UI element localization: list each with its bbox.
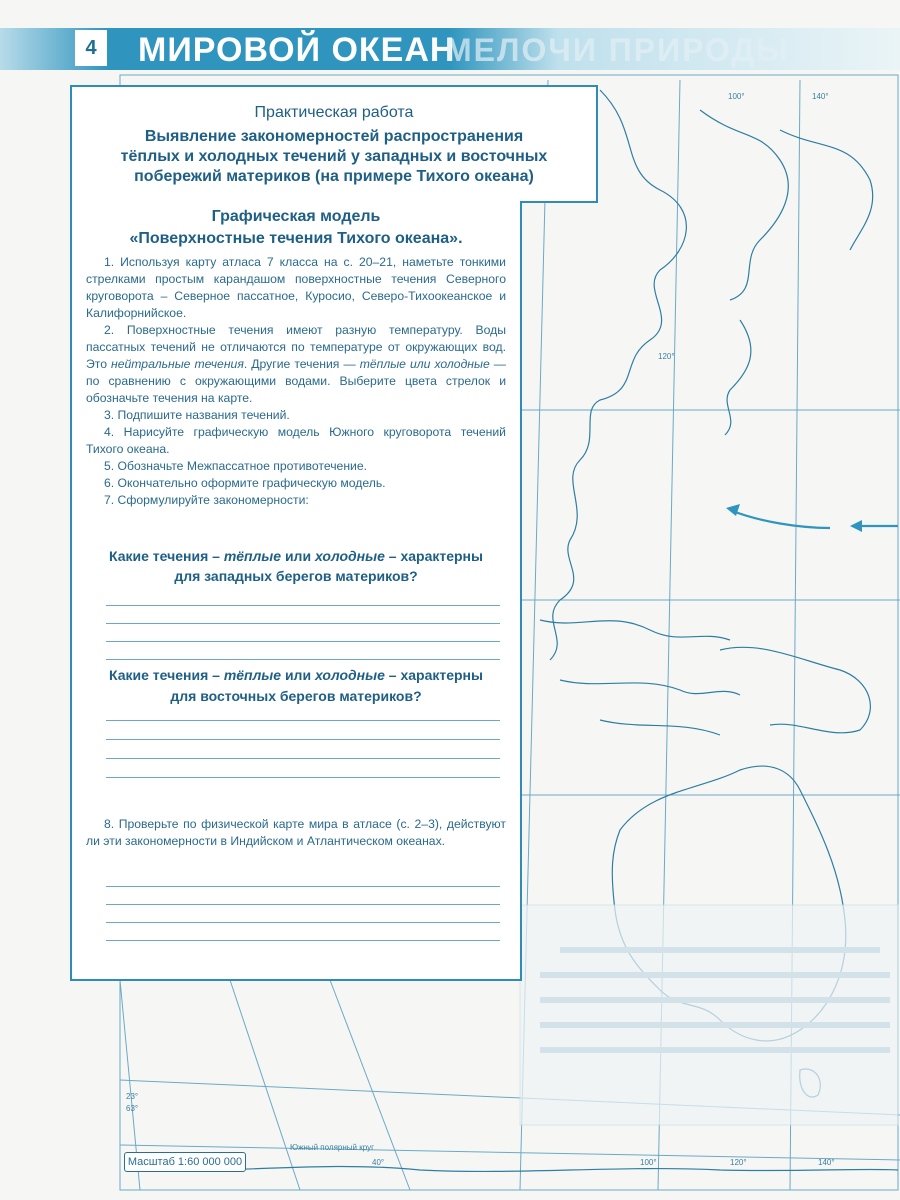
instruction-2: [86, 322, 506, 407]
answer-line[interactable]: [106, 641, 500, 642]
question-text: – характерны: [384, 667, 483, 683]
ghost-section-title: МЕЛОЧИ ПРИРОДЫ: [445, 32, 790, 68]
answer-line[interactable]: [106, 659, 500, 660]
instruction-8: [86, 816, 506, 850]
warm-term: тёплые: [223, 548, 282, 564]
map-label: 100°: [640, 1158, 657, 1167]
cold-term: холодные: [314, 548, 385, 564]
map-label: 120°: [658, 352, 675, 361]
model-heading: Графическая модель: [211, 208, 381, 225]
warm-cold-term: тёплые или холодные: [359, 357, 490, 371]
map-scale: Масштаб 1:60 000 000: [124, 1152, 246, 1172]
instruction-2-text: . Другие течения —: [243, 357, 360, 371]
map-label: 63°: [126, 1104, 139, 1113]
page-number: 4: [75, 30, 107, 66]
title-box-joint: [72, 195, 520, 209]
instruction-4: 4. Нарисуйте графическую модель Южного круговорота течений Тихого океана.: [86, 425, 506, 456]
question-text: – характерны: [384, 548, 483, 564]
work-title-line-1: Выявление закономерностей распространения: [144, 128, 524, 145]
warm-term: тёплые: [223, 667, 282, 683]
instruction-1: 1. Используя карту атласа 7 класса на с. 20–21, наметьте тонкими стрелками простым карандашом поверхностные течения Северного круговорота – Северное пассатное, Куросио, Северо-Тихоокеанское и Калифорнийское.: [86, 255, 506, 320]
cold-term: холодные: [314, 667, 385, 683]
map-label: 120°: [730, 1158, 747, 1167]
question-west-line-2: для западных берегов материков?: [174, 568, 418, 584]
instruction-6: 6. Окончательно оформите графическую модель.: [104, 476, 386, 490]
polar-circle-label: Южный полярный круг: [290, 1143, 374, 1152]
map-label: 100°: [728, 92, 745, 101]
question-west: [70, 548, 522, 564]
instruction-list: [86, 254, 506, 509]
neutral-term: нейтральные течения: [111, 357, 244, 371]
instruction-3: 3. Подпишите названия течений.: [104, 408, 290, 422]
question-east-line-2: для восточных берегов материков?: [170, 688, 422, 704]
question-text: или: [281, 548, 315, 564]
instruction-8-text: 8. Проверьте по физической карте мира в атласе (с. 2–3), действуют ли эти закономерности в Индийском и Атлантическом океанах.: [86, 817, 506, 848]
section-title: МИРОВОЙ ОКЕАН: [138, 31, 456, 69]
answer-line[interactable]: [106, 720, 500, 721]
answer-line[interactable]: [106, 758, 500, 759]
work-title-line-2: тёплых и холодных течений у западных и восточных: [120, 148, 548, 165]
instruction-7: 7. Сформулируйте закономерности:: [104, 493, 309, 507]
question-text: Какие течения –: [109, 548, 224, 564]
instruction-5: 5. Обозначьте Межпассатное противотечение.: [104, 459, 368, 473]
question-east: [70, 667, 522, 683]
answer-line[interactable]: [106, 886, 500, 887]
map-label: 23°: [126, 1092, 139, 1101]
model-subheading: «Поверхностные течения Тихого океана».: [129, 230, 463, 247]
map-label: 140°: [812, 92, 829, 101]
answer-line[interactable]: [106, 922, 500, 923]
answer-line[interactable]: [106, 623, 500, 624]
map-label: 40°: [372, 1158, 385, 1167]
question-text: Какие течения –: [109, 667, 224, 683]
answer-line[interactable]: [106, 739, 500, 740]
work-title-line-3: побережий материков (на примере Тихого океана): [134, 168, 534, 185]
answer-line[interactable]: [106, 605, 500, 606]
answer-line[interactable]: [106, 940, 500, 941]
map-label: 140°: [818, 1158, 835, 1167]
instruction-2-text: — по сравнению с окружающими водами. Выберите цвета стрелок и обозначьте течения на карте.: [86, 357, 506, 405]
answer-line[interactable]: [106, 904, 500, 905]
question-text: или: [281, 667, 315, 683]
instruction-2-text: 2. Поверхностные течения имеют разную температуру. Воды пассатных течений не отличаются по температуре от окружающих вод. Это: [86, 323, 506, 371]
work-type: Практическая работа: [254, 104, 414, 121]
answer-line[interactable]: [106, 777, 500, 778]
